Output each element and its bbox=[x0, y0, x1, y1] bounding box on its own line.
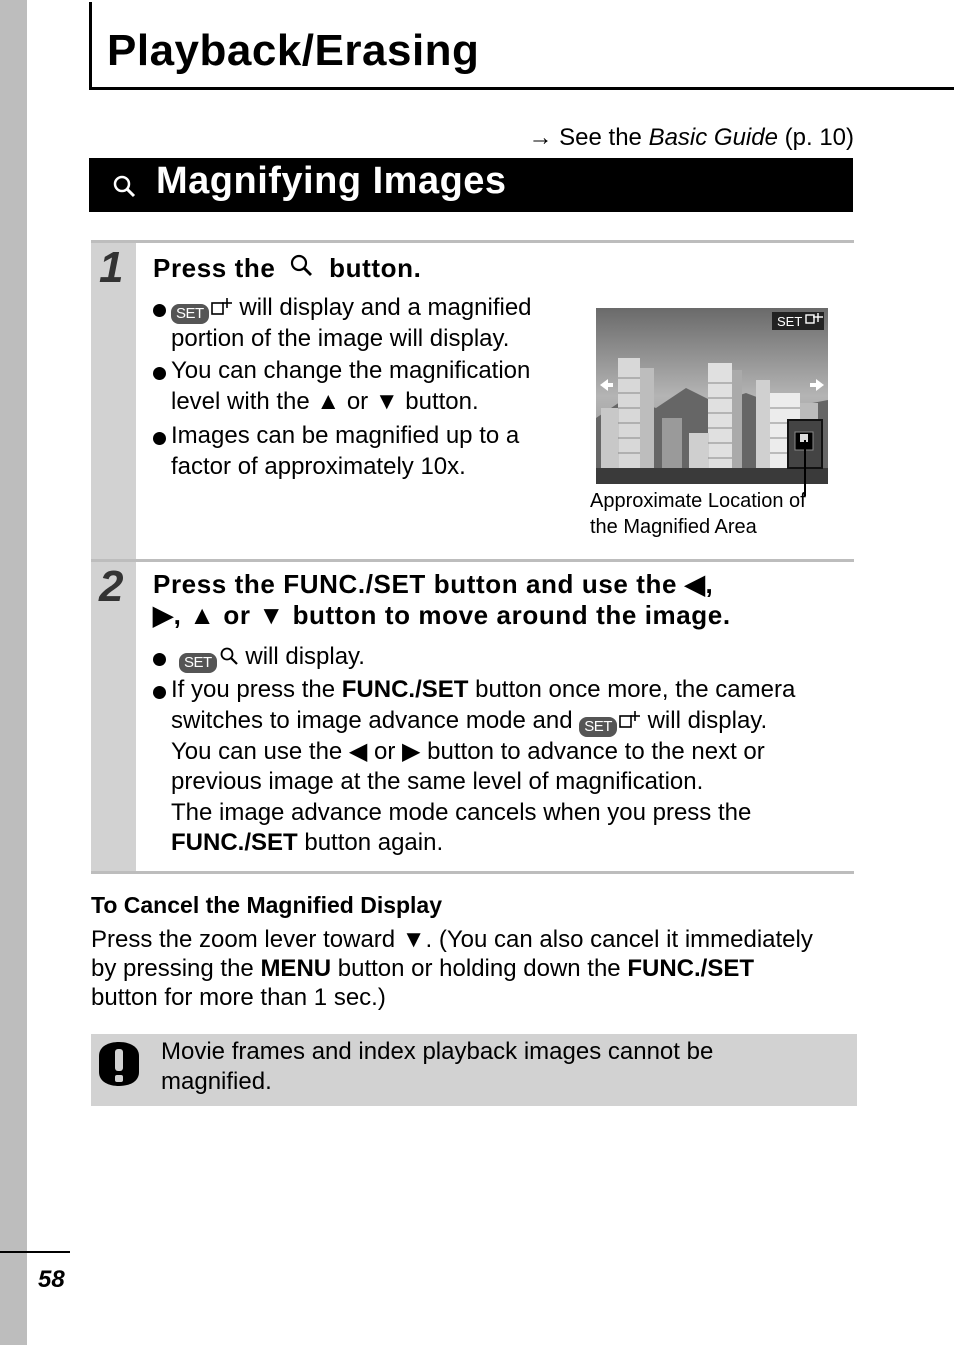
caution-note bbox=[91, 1034, 857, 1106]
set-icon: SET bbox=[579, 717, 617, 737]
list-item: If you press the FUNC./SET button once more, the camera switches to image advance mode and SET will display. You can use the ◀ or ▶ button to advance to the next or previous image at the same level of magnification. The image advance mode cancels when you press the FUNC./SET button again. bbox=[153, 675, 795, 859]
step-number: 1 bbox=[99, 243, 124, 292]
bullet-icon bbox=[153, 304, 166, 317]
magnify-icon bbox=[219, 646, 239, 666]
guide-reference: → See the Basic Guide (p. 10) bbox=[528, 124, 854, 151]
set-icon: SET bbox=[179, 653, 217, 673]
side-strip bbox=[0, 0, 27, 1345]
title-rule-vertical bbox=[89, 2, 92, 90]
cancel-heading: To Cancel the Magnified Display bbox=[91, 892, 443, 918]
page-title: Playback/Erasing bbox=[107, 26, 480, 75]
step-number: 2 bbox=[99, 562, 124, 611]
step-2 bbox=[91, 559, 854, 874]
cancel-body: Press the zoom lever toward ▼. (You can also cancel it immediately by pressing the MENU button or holding down the FUNC./SET button for more than 1 sec.) bbox=[91, 926, 813, 1011]
step-2-title: Press the FUNC./SET button and use the ◀, ▶, ▲ or ▼ button to move around the image. bbox=[153, 569, 731, 630]
list-item: You can change the magnification level with the ▲ or ▼ button. bbox=[153, 356, 530, 417]
list-item: SET will display and a magnified portion of the image will display. bbox=[153, 293, 532, 355]
caution-text: Movie frames and index playback images cannot be magnified. bbox=[161, 1038, 714, 1095]
set-icon: SET bbox=[777, 314, 803, 329]
magnify-icon bbox=[289, 253, 315, 279]
bullet-icon bbox=[153, 653, 166, 666]
magnify-icon bbox=[111, 173, 137, 199]
page-number-rule bbox=[0, 1251, 70, 1253]
bullet-icon bbox=[153, 367, 166, 380]
bullet-icon bbox=[153, 686, 166, 699]
magnify-move-icon bbox=[619, 710, 641, 730]
magnify-move-icon bbox=[211, 297, 233, 317]
title-rule-horizontal bbox=[89, 87, 954, 90]
step-1-title: Press the button. bbox=[153, 253, 422, 283]
bullet-icon bbox=[153, 432, 166, 445]
arrow-icon: → bbox=[528, 124, 553, 151]
caution-icon bbox=[97, 1040, 141, 1088]
guide-title: Basic Guide bbox=[648, 124, 778, 151]
page-number: 58 bbox=[38, 1266, 65, 1293]
section-banner bbox=[89, 158, 853, 212]
section-title: Magnifying Images bbox=[156, 160, 507, 202]
magnified-city-photo bbox=[596, 308, 828, 484]
list-item: Images can be magnified up to a factor of approximately 10x. bbox=[153, 421, 519, 482]
photo-caption: Approximate Location of the Magnified Area bbox=[590, 490, 806, 538]
list-item: SET will display. bbox=[153, 642, 365, 673]
set-icon: SET bbox=[171, 304, 209, 324]
